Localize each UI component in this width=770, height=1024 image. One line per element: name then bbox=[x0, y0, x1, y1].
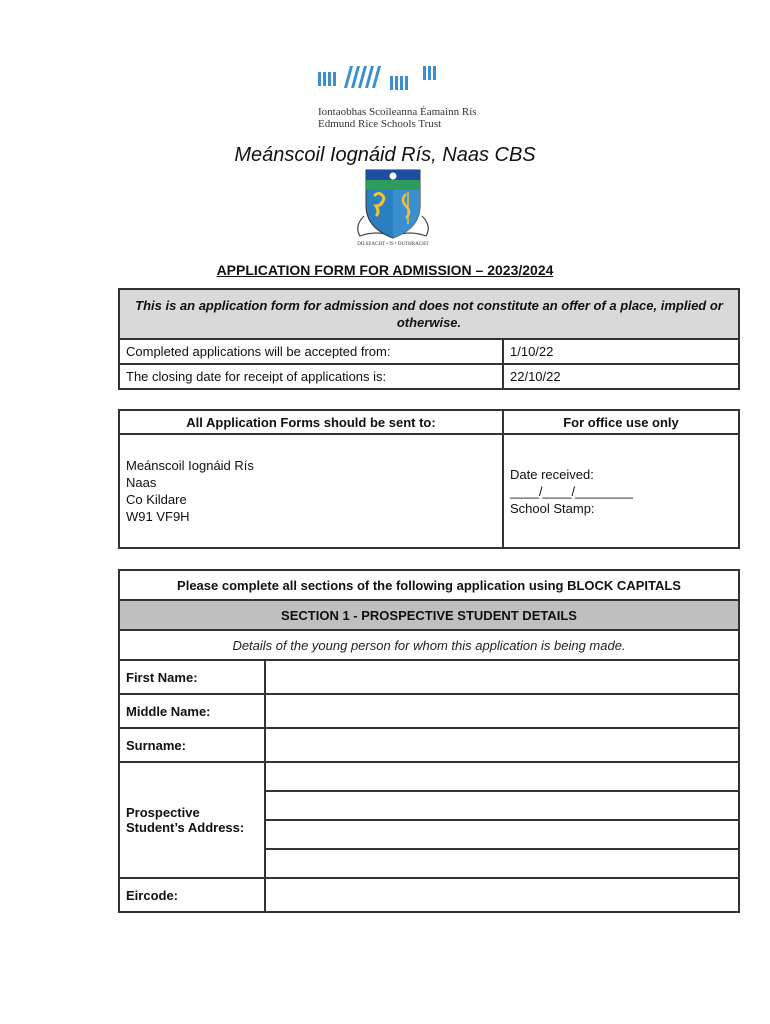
disclaimer: This is an application form for admission and does not constitute an offer of a place, implied or otherwise. bbox=[119, 289, 739, 339]
address-field-line-3[interactable] bbox=[265, 820, 739, 849]
form-title: APPLICATION FORM FOR ADMISSION – 2023/2024 bbox=[216, 262, 554, 278]
section1-title: SECTION 1 - PROSPECTIVE STUDENT DETAILS bbox=[119, 600, 739, 630]
first-name-label: First Name: bbox=[119, 660, 265, 694]
office-use-box bbox=[503, 434, 739, 548]
send-to-address bbox=[119, 434, 503, 548]
section1-description: Details of the young person for whom this application is being made. bbox=[119, 630, 739, 660]
middle-name-field[interactable] bbox=[265, 694, 739, 728]
closing-date-value: 22/10/22 bbox=[503, 364, 739, 389]
school-title: Meánscoil Iognáid Rís, Naas CBS bbox=[234, 144, 536, 166]
address-field-line-2[interactable] bbox=[265, 791, 739, 820]
admission-dates-table bbox=[118, 288, 740, 390]
section1-table bbox=[118, 569, 740, 913]
date-received-blank: ____/____/________ bbox=[510, 483, 633, 499]
closing-date-label: The closing date for receipt of applications is: bbox=[119, 364, 503, 389]
address-line: W91 VF9H bbox=[126, 509, 190, 524]
eircode-label: Eircode: bbox=[119, 878, 265, 912]
school-stamp-label: School Stamp: bbox=[510, 500, 595, 516]
send-to-header: All Application Forms should be sent to: bbox=[119, 410, 503, 434]
address-field-line-4[interactable] bbox=[265, 849, 739, 878]
address-line: Meánscoil Iognáid Rís bbox=[126, 458, 254, 473]
office-use-header: For office use only bbox=[503, 410, 739, 434]
middle-name-label: Middle Name: bbox=[119, 694, 265, 728]
block-capitals-instruction: Please complete all sections of the following application using BLOCK CAPITALS bbox=[119, 570, 739, 600]
send-to-table bbox=[118, 409, 740, 549]
address-label: Prospective Student’s Address: bbox=[119, 762, 265, 878]
address-field-line-1[interactable] bbox=[265, 762, 739, 791]
eircode-field[interactable] bbox=[265, 878, 739, 912]
trust-name-english: Edmund Rice Schools Trust bbox=[318, 118, 442, 130]
trust-name-irish: Iontaobhas Scoileanna Éamainn Rís bbox=[318, 106, 477, 118]
accepted-from-value: 1/10/22 bbox=[503, 339, 739, 364]
first-name-field[interactable] bbox=[265, 660, 739, 694]
address-line: Co Kildare bbox=[126, 492, 187, 507]
crest-motto: DILSEACHT • IS • DUTHRACHT bbox=[357, 242, 429, 247]
table-row bbox=[119, 364, 739, 389]
surname-label: Surname: bbox=[119, 728, 265, 762]
trust-logo bbox=[316, 64, 446, 94]
school-crest bbox=[350, 166, 436, 250]
accepted-from-label: Completed applications will be accepted from: bbox=[119, 339, 503, 364]
surname-field[interactable] bbox=[265, 728, 739, 762]
trust-name bbox=[318, 106, 477, 130]
table-row bbox=[119, 339, 739, 364]
address-line: Naas bbox=[126, 475, 157, 490]
date-received-label: Date received: bbox=[510, 466, 594, 482]
